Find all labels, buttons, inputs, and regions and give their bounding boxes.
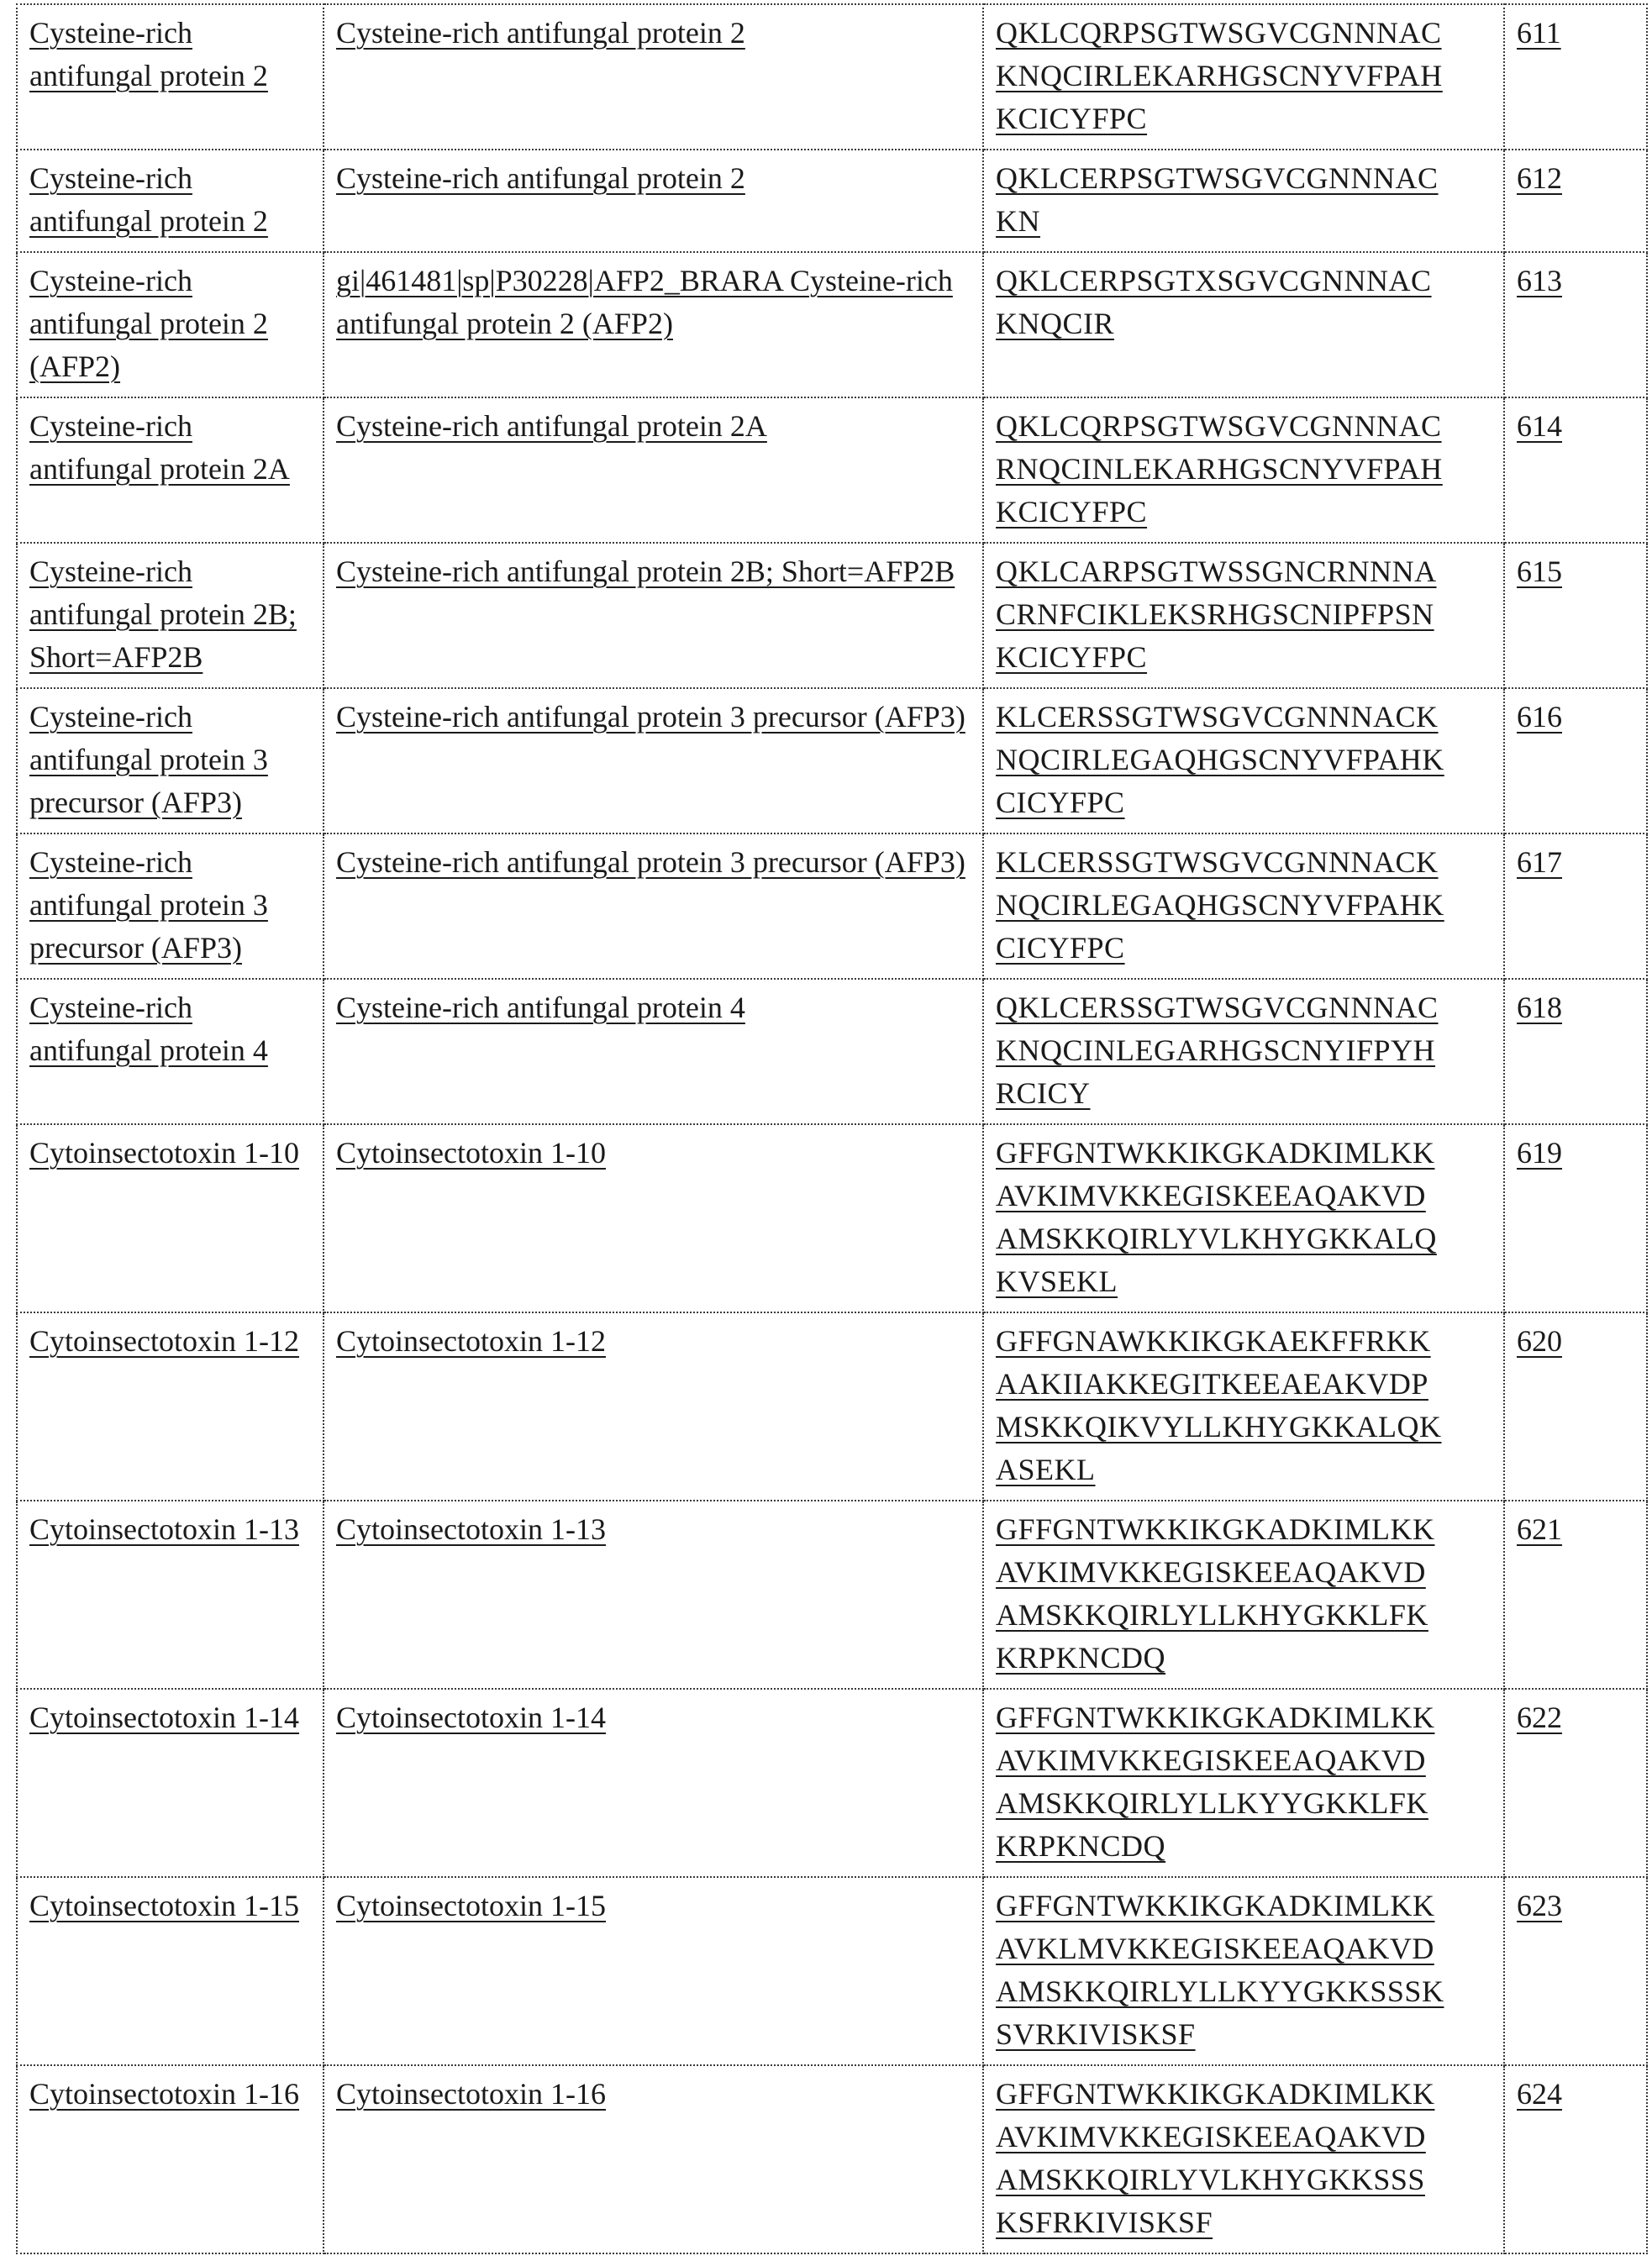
protein-name[interactable]: Cytoinsectotoxin 1-13 [29,1512,299,1546]
seq-id-cell [1504,543,1647,688]
seq-id-number[interactable]: 619 [1517,1136,1562,1170]
description-cell [324,1501,983,1689]
protein-name-cell [17,252,324,397]
sequence-line[interactable]: QKLCQRPSGTWSGVCGNNNAC [996,16,1442,50]
sequence-cell [983,397,1504,543]
sequence-line[interactable]: KCICYFPC [996,102,1148,135]
seq-id-cell [1504,1689,1647,1877]
sequence-cell [983,1689,1504,1877]
description-cell [324,979,983,1124]
protein-name[interactable]: Cysteine-rich antifungal protein 2 [29,16,268,92]
seq-id-cell [1504,1124,1647,1312]
description-cell [324,1124,983,1312]
description-cell [324,4,983,150]
protein-description[interactable]: Cytoinsectotoxin 1-16 [336,2077,606,2111]
protein-name[interactable]: Cysteine-rich antifungal protein 3 precursor (AFP3) [29,700,268,819]
seq-id-cell [1504,833,1647,979]
protein-name[interactable]: Cytoinsectotoxin 1-10 [29,1136,299,1170]
seq-id-cell [1504,1312,1647,1501]
sequence-cell [983,543,1504,688]
protein-name[interactable]: Cytoinsectotoxin 1-12 [29,1324,299,1358]
sequence-line[interactable]: AMSKKQIRLYLLKYYGKKLFK [996,1786,1428,1820]
sequence-line[interactable]: AMSKKQIRLYVLKHYGKKALQ [996,1222,1437,1255]
sequence-line[interactable]: AVKIMVKKEGISKEEAQAKVD [996,1743,1426,1777]
sequence-line[interactable]: QKLCERSSGTWSGVCGNNNAC [996,991,1439,1024]
sequence-line[interactable]: AMSKKQIRLYLLKHYGKKLFK [996,1598,1428,1632]
table-row [17,1312,1647,1501]
sequence-line[interactable]: KSFRKIVISKSF [996,2206,1213,2239]
sequence-line[interactable]: AVKLMVKKEGISKEEAQAKVD [996,1932,1434,1965]
seq-id-number[interactable]: 612 [1517,161,1562,195]
sequence-line[interactable]: RCICY [996,1076,1091,1110]
seq-id-cell [1504,150,1647,252]
table-row [17,4,1647,150]
sequence-cell [983,1877,1504,2065]
sequence-line[interactable]: NQCIRLEGAQHGSCNYVFPAHK [996,743,1444,776]
protein-name-cell [17,1689,324,1877]
description-cell [324,1877,983,2065]
table-row [17,1124,1647,1312]
protein-description[interactable]: Cytoinsectotoxin 1-15 [336,1889,606,1922]
protein-description[interactable]: Cysteine-rich antifungal protein 2 [336,16,745,50]
sequence-line[interactable]: KNQCIRLEKARHGSCNYVFPAH [996,59,1443,92]
sequence-line[interactable]: KLCERSSGTWSGVCGNNNACK [996,700,1439,734]
sequence-line[interactable]: GFFGNTWKKIKGKADKIMLKK [996,2077,1435,2111]
protein-name-cell [17,1312,324,1501]
sequence-cell [983,688,1504,833]
sequence-cell [983,1312,1504,1501]
sequence-line[interactable]: AAKIIAKKEGITKEEAEAKVDP [996,1367,1428,1401]
protein-name-cell [17,543,324,688]
protein-name[interactable]: Cytoinsectotoxin 1-15 [29,1889,299,1922]
seq-id-number[interactable]: 620 [1517,1324,1562,1358]
protein-description[interactable]: Cytoinsectotoxin 1-13 [336,1512,606,1546]
sequence-line[interactable]: AMSKKQIRLYLLKYYGKKSSSK [996,1974,1444,2008]
sequence-line[interactable]: SVRKIVISKSF [996,2017,1196,2051]
seq-id-number[interactable]: 616 [1517,700,1562,734]
table-row [17,150,1647,252]
seq-id-number[interactable]: 611 [1517,16,1561,50]
table-row [17,397,1647,543]
protein-description[interactable]: Cytoinsectotoxin 1-12 [336,1324,606,1358]
sequence-line[interactable]: QKLCQRPSGTWSGVCGNNNAC [996,409,1442,443]
protein-name-cell [17,2065,324,2253]
protein-name[interactable]: Cysteine-rich antifungal protein 4 [29,991,268,1067]
sequence-line[interactable]: CICYFPC [996,931,1125,965]
protein-name-cell [17,1501,324,1689]
seq-id-number[interactable]: 617 [1517,845,1562,879]
seq-id-cell [1504,979,1647,1124]
table-row [17,979,1647,1124]
sequence-line[interactable]: MSKKQIKVYLLKHYGKKALQK [996,1410,1442,1443]
sequence-cell [983,150,1504,252]
sequence-line[interactable]: QKLCERPSGTWSGVCGNNNAC [996,161,1439,195]
protein-name-cell [17,150,324,252]
protein-name-cell [17,4,324,150]
sequence-cell [983,4,1504,150]
sequence-line[interactable]: GFFGNTWKKIKGKADKIMLKK [996,1136,1435,1170]
protein-description[interactable]: Cytoinsectotoxin 1-10 [336,1136,606,1170]
sequence-line[interactable]: KN [996,204,1040,238]
seq-id-number[interactable]: 614 [1517,409,1562,443]
protein-description[interactable]: Cysteine-rich antifungal protein 2B; Short=AFP2B [336,555,955,588]
sequence-cell [983,1124,1504,1312]
description-cell [324,252,983,397]
protein-name-cell [17,833,324,979]
protein-name[interactable]: Cysteine-rich antifungal protein 2 [29,161,268,238]
seq-id-number[interactable]: 623 [1517,1889,1562,1922]
sequence-line[interactable]: CRNFCIKLEKSRHGSCNIPFPSN [996,597,1434,631]
description-cell [324,1689,983,1877]
protein-name-cell [17,397,324,543]
sequence-line[interactable]: NQCIRLEGAQHGSCNYVFPAHK [996,888,1444,922]
protein-description[interactable]: Cysteine-rich antifungal protein 2A [336,409,767,443]
table-row [17,1501,1647,1689]
seq-id-number[interactable]: 613 [1517,264,1562,297]
description-cell [324,688,983,833]
seq-id-cell [1504,688,1647,833]
sequence-line[interactable]: KCICYFPC [996,640,1148,674]
protein-description[interactable]: Cysteine-rich antifungal protein 4 [336,991,745,1024]
sequence-line[interactable]: KVSEKL [996,1265,1118,1298]
seq-id-number[interactable]: 615 [1517,555,1562,588]
seq-id-cell [1504,252,1647,397]
protein-name[interactable]: Cysteine-rich antifungal protein 3 precursor (AFP3) [29,845,268,965]
seq-id-cell [1504,2065,1647,2253]
seq-id-cell [1504,1877,1647,2065]
protein-name[interactable]: Cytoinsectotoxin 1-16 [29,2077,299,2111]
protein-name[interactable]: Cysteine-rich antifungal protein 2 (AFP2) [29,264,268,383]
protein-name-cell [17,1124,324,1312]
sequence-line[interactable]: KCICYFPC [996,495,1148,528]
protein-description[interactable]: Cysteine-rich antifungal protein 3 precursor (AFP3) [336,700,965,734]
description-cell [324,150,983,252]
sequence-line[interactable]: AVKIMVKKEGISKEEAQAKVD [996,2120,1426,2153]
sequence-line[interactable]: AMSKKQIRLYVLKHYGKKSSS [996,2163,1425,2196]
protein-name-cell [17,979,324,1124]
sequence-cell [983,979,1504,1124]
seq-id-number[interactable]: 624 [1517,2077,1562,2111]
sequence-line[interactable]: GFFGNTWKKIKGKADKIMLKK [996,1889,1435,1922]
table-row [17,2065,1647,2253]
seq-id-cell [1504,1501,1647,1689]
sequence-cell [983,252,1504,397]
sequence-cell [983,1501,1504,1689]
sequence-cell [983,833,1504,979]
sequence-line[interactable]: KLCERSSGTWSGVCGNNNACK [996,845,1439,879]
sequence-line[interactable]: QKLCARPSGTWSSGNCRNNNA [996,555,1437,588]
sequence-line[interactable]: KNQCIR [996,307,1115,340]
table-body [17,4,1647,2253]
table-row [17,543,1647,688]
sequence-line[interactable]: KNQCINLEGARHGSCNYIFPYH [996,1033,1436,1067]
seq-id-cell [1504,397,1647,543]
sequence-line[interactable]: AVKIMVKKEGISKEEAQAKVD [996,1555,1426,1589]
table-row [17,1689,1647,1877]
table-row [17,688,1647,833]
sequence-line[interactable]: ASEKL [996,1453,1096,1486]
table-row [17,1877,1647,2065]
sequence-cell [983,2065,1504,2253]
protein-name[interactable]: Cysteine-rich antifungal protein 2A [29,409,290,486]
sequence-line[interactable]: GFFGNTWKKIKGKADKIMLKK [996,1512,1435,1546]
protein-name[interactable]: Cytoinsectotoxin 1-14 [29,1701,299,1734]
sequence-line[interactable]: GFFGNTWKKIKGKADKIMLKK [996,1701,1435,1734]
protein-description[interactable]: Cysteine-rich antifungal protein 2 [336,161,745,195]
seq-id-number[interactable]: 621 [1517,1512,1562,1546]
protein-description[interactable]: Cysteine-rich antifungal protein 3 precursor (AFP3) [336,845,965,879]
sequence-table [16,3,1648,2254]
description-cell [324,1312,983,1501]
protein-description[interactable]: gi|461481|sp|P30228|AFP2_BRARA Cysteine-rich antifungal protein 2 (AFP2) [336,264,953,340]
description-cell [324,833,983,979]
description-cell [324,397,983,543]
protein-name[interactable]: Cysteine-rich antifungal protein 2B; Short=AFP2B [29,555,297,674]
seq-id-cell [1504,4,1647,150]
table-row [17,833,1647,979]
description-cell [324,2065,983,2253]
description-cell [324,543,983,688]
seq-id-number[interactable]: 622 [1517,1701,1562,1734]
protein-description[interactable]: Cytoinsectotoxin 1-14 [336,1701,606,1734]
protein-name-cell [17,1877,324,2065]
sequence-line[interactable]: CICYFPC [996,786,1125,819]
sequence-line[interactable]: KRPKNCDQ [996,1641,1166,1675]
protein-name-cell [17,688,324,833]
sequence-line[interactable]: RNQCINLEKARHGSCNYVFPAH [996,452,1443,486]
table-row [17,252,1647,397]
sequence-line[interactable]: KRPKNCDQ [996,1829,1166,1863]
sequence-line[interactable]: AVKIMVKKEGISKEEAQAKVD [996,1179,1426,1212]
sequence-line[interactable]: QKLCERPSGTXSGVCGNNNAC [996,264,1432,297]
sequence-line[interactable]: GFFGNAWKKIKGKAEKFFRKK [996,1324,1431,1358]
seq-id-number[interactable]: 618 [1517,991,1562,1024]
